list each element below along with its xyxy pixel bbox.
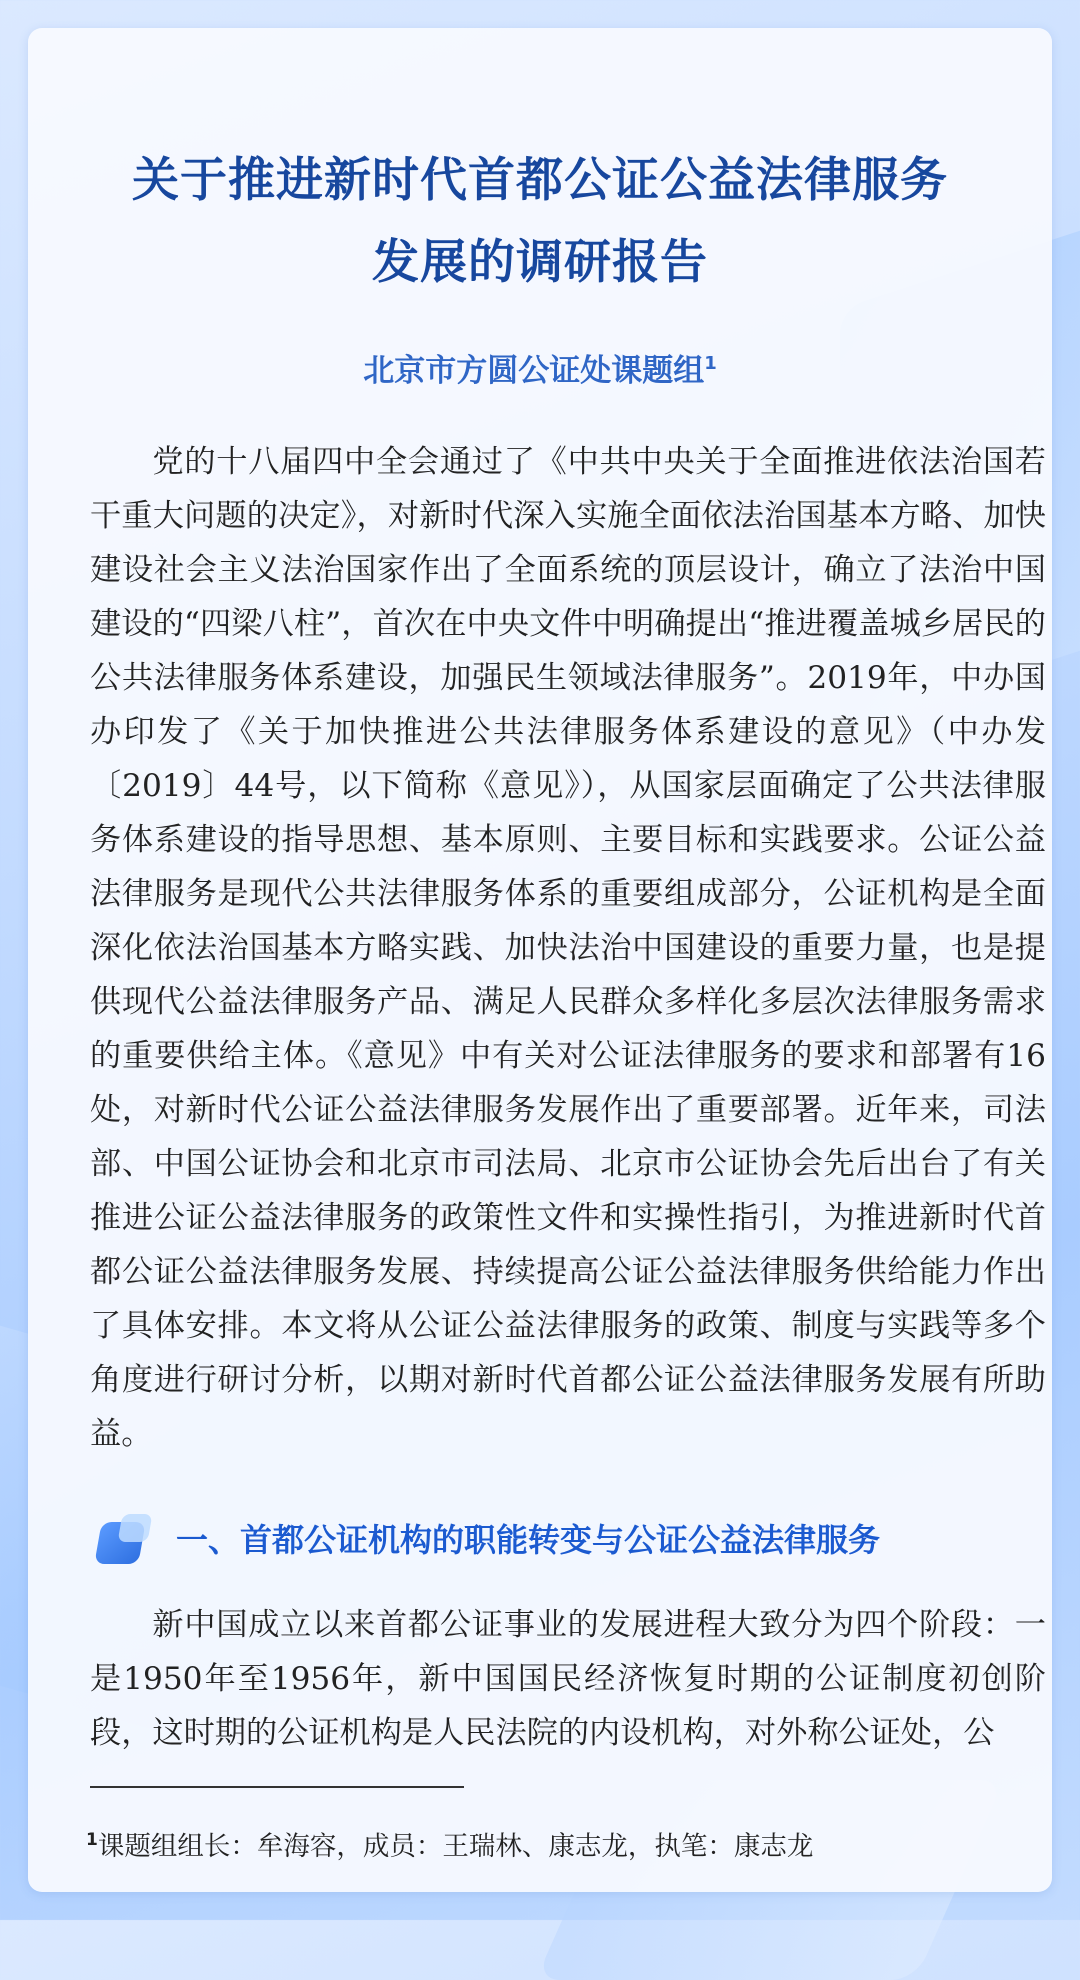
report-title-line-1: 关于推进新时代首都公证公益法律服务 (132, 153, 948, 208)
report-title-line-2: 发展的调研报告 (372, 235, 708, 290)
intro-paragraph: 党的十八届四中全会通过了《中共中央关于全面推进依法治国若干重大问题的决定》，对新时代深入实施全面依法治国基本方略、加快建设社会主义法治国家作出了全面系统的顶层设计，确立了法治中国建设的“四梁八柱”，首次在中央文件中明确提出“推进覆盖城乡居民的公共法律服务体系建设，加强民生领域法律服务”。2019年，中办国办印发了《关于加快推进公共法律服务体系建设的意见》（中办发〔2019〕44号，以下简称《意见》），从国家层面确定了公共法律服务体系建设的指导思想、基本原则、主要目标和实践要求。公证公益法律服务是现代公共法律服务体系的重要组成部分，公证机构是全面深化依法治国基本方略实践、加快法治中国建设的重要力量，也是提供现代公益法律服务产品、满足人民群众多样化多层次法律服务需求的重要供给主体。《意见》中有关对公证法律服务的要求和部署有16处，对新时代公证公益法律服务发展作出了重要部署。近年来，司法部、中国公证协会和北京市司法局、北京市公证协会先后出台了有关推进公证公益法律服务的政策性文件和实操性指引，为推进新时代首都公证公益法律服务发展、持续提高公证公益法律服务供给能力作出了具体安排。本文将从公证公益法律服务的政策、制度与实践等多个角度进行研讨分析，以期对新时代首都公证公益法律服务发展有所助益。 (90, 444, 1046, 1452)
author-footnote-mark: 1 (704, 353, 717, 374)
section-heading-text: 一、首都公证机构的职能转变与公证公益法律服务 (176, 1521, 881, 1559)
footnote-text: 课题组组长：牟海容，成员：王瑞林、康志龙，执笔：康志龙 (97, 1831, 814, 1862)
footnote-divider (90, 1786, 464, 1788)
section-paragraph: 新中国成立以来首都公证事业的发展进程大致分为四个阶段：一是1950年至1956年，新中国国民经济恢复时期的公证制度初创阶段，这时期的公证机构是人民法院的内设机构，对外称公证处，公 (90, 1607, 1046, 1751)
author-name: 北京市方圆公证处课题组 (363, 353, 705, 389)
section-heading (92, 1510, 880, 1570)
report-title (28, 140, 1052, 304)
document-card (28, 28, 1052, 1892)
footnote (86, 1820, 813, 1867)
section-bullet-icon (92, 1512, 154, 1568)
footnote-mark: 1 (86, 1830, 98, 1850)
author-line (28, 342, 1052, 393)
